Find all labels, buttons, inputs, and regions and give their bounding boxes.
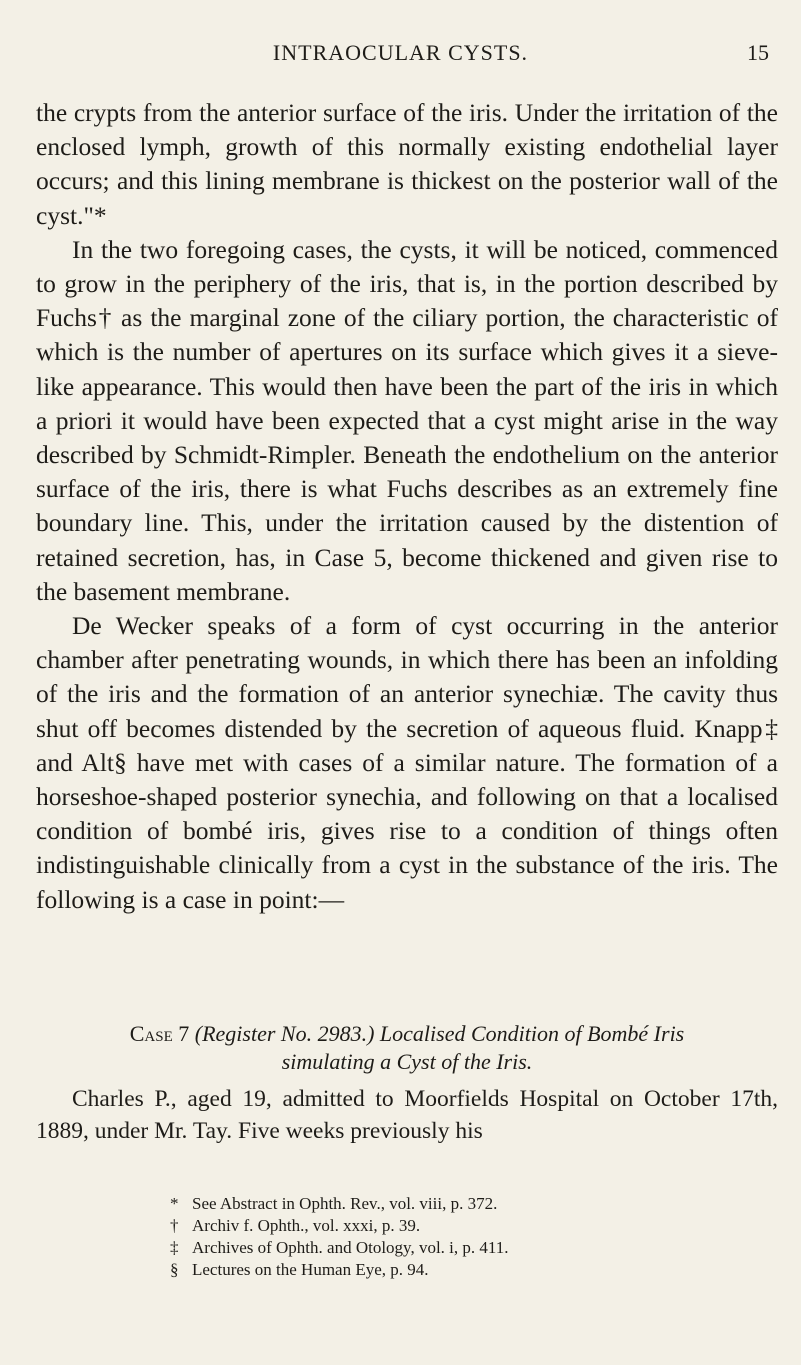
footnote-mark: † <box>170 1216 179 1235</box>
footnote-mark: * <box>170 1194 179 1213</box>
case-section <box>36 1020 778 1147</box>
footnote-text: Archives of Ophth. and Otology, vol. i, p. 411. <box>192 1238 509 1257</box>
case-title-line2: simulating a Cyst of the Iris. <box>281 1049 533 1074</box>
page-number: 15 <box>747 40 769 65</box>
case-heading <box>36 1020 778 1076</box>
paragraph-continuation: the crypts from the anterior surface of the iris. Under the irritation of the enclosed lymph, growth of this normally existing endothelial layer occurs; and this lining membrane is thickest on the posterior wall of the cyst."* <box>36 98 778 230</box>
footnotes <box>0 1193 801 1281</box>
footnote <box>170 1259 801 1281</box>
footnote <box>170 1215 801 1237</box>
case-title-line1: Localised Condition of Bombé Iris <box>379 1021 685 1046</box>
paragraph-foregoing-cases: In the two foregoing cases, the cysts, it will be noticed, commenced to grow in the periphery of the iris, that is, in the portion described by Fuchs† as the marginal zone of the ciliary portion, the characteristic of which is the number of apertures on its surface which gives it a sieve-like appearance. This would then have been the part of the iris in which a priori it would have been expected that a cyst might arise in the way described by Schmidt-Rimpler. Beneath the endothelium on the anterior surface of the iris, there is what Fuchs describes as an extremely fine boundary line. This, under the irritation caused by the distention of retained secretion, has, in Case 5, become thickened and given rise to the basement membrane. <box>36 234 778 606</box>
case-text: Charles P., aged 19, admitted to Moorfields Hospital on October 17th, 1889, under Mr. Tay. Five weeks previously his <box>36 1086 778 1144</box>
page-header <box>0 40 801 80</box>
footnote <box>170 1237 801 1259</box>
footnote-text: Lectures on the Human Eye, p. 94. <box>192 1260 429 1279</box>
case-register: (Register No. 2983.) <box>194 1021 375 1046</box>
case-label: Case 7 <box>129 1021 190 1046</box>
footnote-text: Archiv f. Ophth., vol. xxxi, p. 39. <box>192 1216 421 1235</box>
footnote-mark: ‡ <box>170 1238 179 1257</box>
footnote <box>170 1193 801 1215</box>
paragraph-de-wecker: De Wecker speaks of a form of cyst occurring in the anterior chamber after penetrating wounds, in which there has been an infolding of the iris and the formation of an anterior synechiæ. The cavity thus shut off becomes distended by the secretion of aqueous fluid. Knapp‡ and Alt§ have met with cases of a similar nature. The formation of a horseshoe-shaped posterior synechia, and following on that a localised condition of bombé iris, gives rise to a condition of things often indistinguishable clinically from a cyst in the substance of the iris. The following is a case in point:— <box>36 611 778 914</box>
main-text <box>36 96 778 917</box>
running-title: INTRAOCULAR CYSTS. <box>272 40 529 65</box>
footnote-text: See Abstract in Ophth. Rev., vol. viii, p. 372. <box>192 1194 498 1213</box>
footnote-mark: § <box>170 1260 179 1279</box>
